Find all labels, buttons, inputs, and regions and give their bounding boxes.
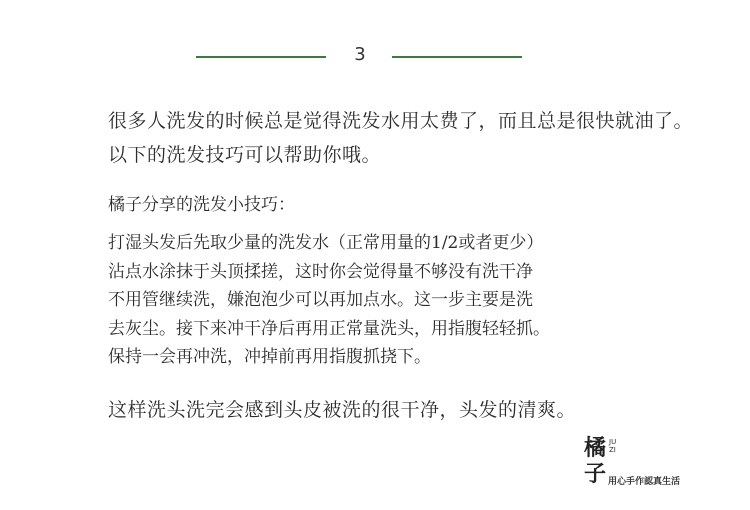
tips-line: 沾点水涂抹于头顶揉搓，这时你会觉得量不够没有洗干净 <box>108 261 533 282</box>
tips-line: 不用管继续洗，嫌泡泡少可以再加点水。这一步主要是洗 <box>108 290 533 310</box>
logo-slogan: 用心手作認真生活 <box>608 477 681 487</box>
conclusion-paragraph: 这样洗头洗完会感到头皮被洗的很干净，头发的清爽。 <box>108 399 577 421</box>
brand-logo <box>584 434 734 494</box>
header-rule-left <box>196 56 326 58</box>
tips-title: 橘子分享的洗发小技巧： <box>108 195 295 215</box>
page-header <box>0 40 750 72</box>
tips-line: 保持一会再冲洗，冲掉前再用指腹抓挠下。 <box>108 347 431 367</box>
logo-char-1: 橘 <box>584 435 607 461</box>
logo-char-2: 子 <box>584 461 607 487</box>
page-number: 3 <box>354 44 366 65</box>
tips-line: 打湿头发后先取少量的洗发水（正常用量的1/2或者更少） <box>108 233 544 253</box>
tips-line: 去灰尘。接下来冲干净后再用正常量洗头，用指腹轻轻抓。 <box>108 318 550 339</box>
intro-paragraph: 很多人洗发的时候总是觉得洗发水用太费了，而且总是很快就油了。以下的洗发技巧可以帮助你哦。 <box>108 110 694 166</box>
header-rule-right <box>392 56 522 58</box>
tips-paragraph <box>108 229 668 372</box>
logo-vertical-text: JUZI <box>609 438 617 454</box>
